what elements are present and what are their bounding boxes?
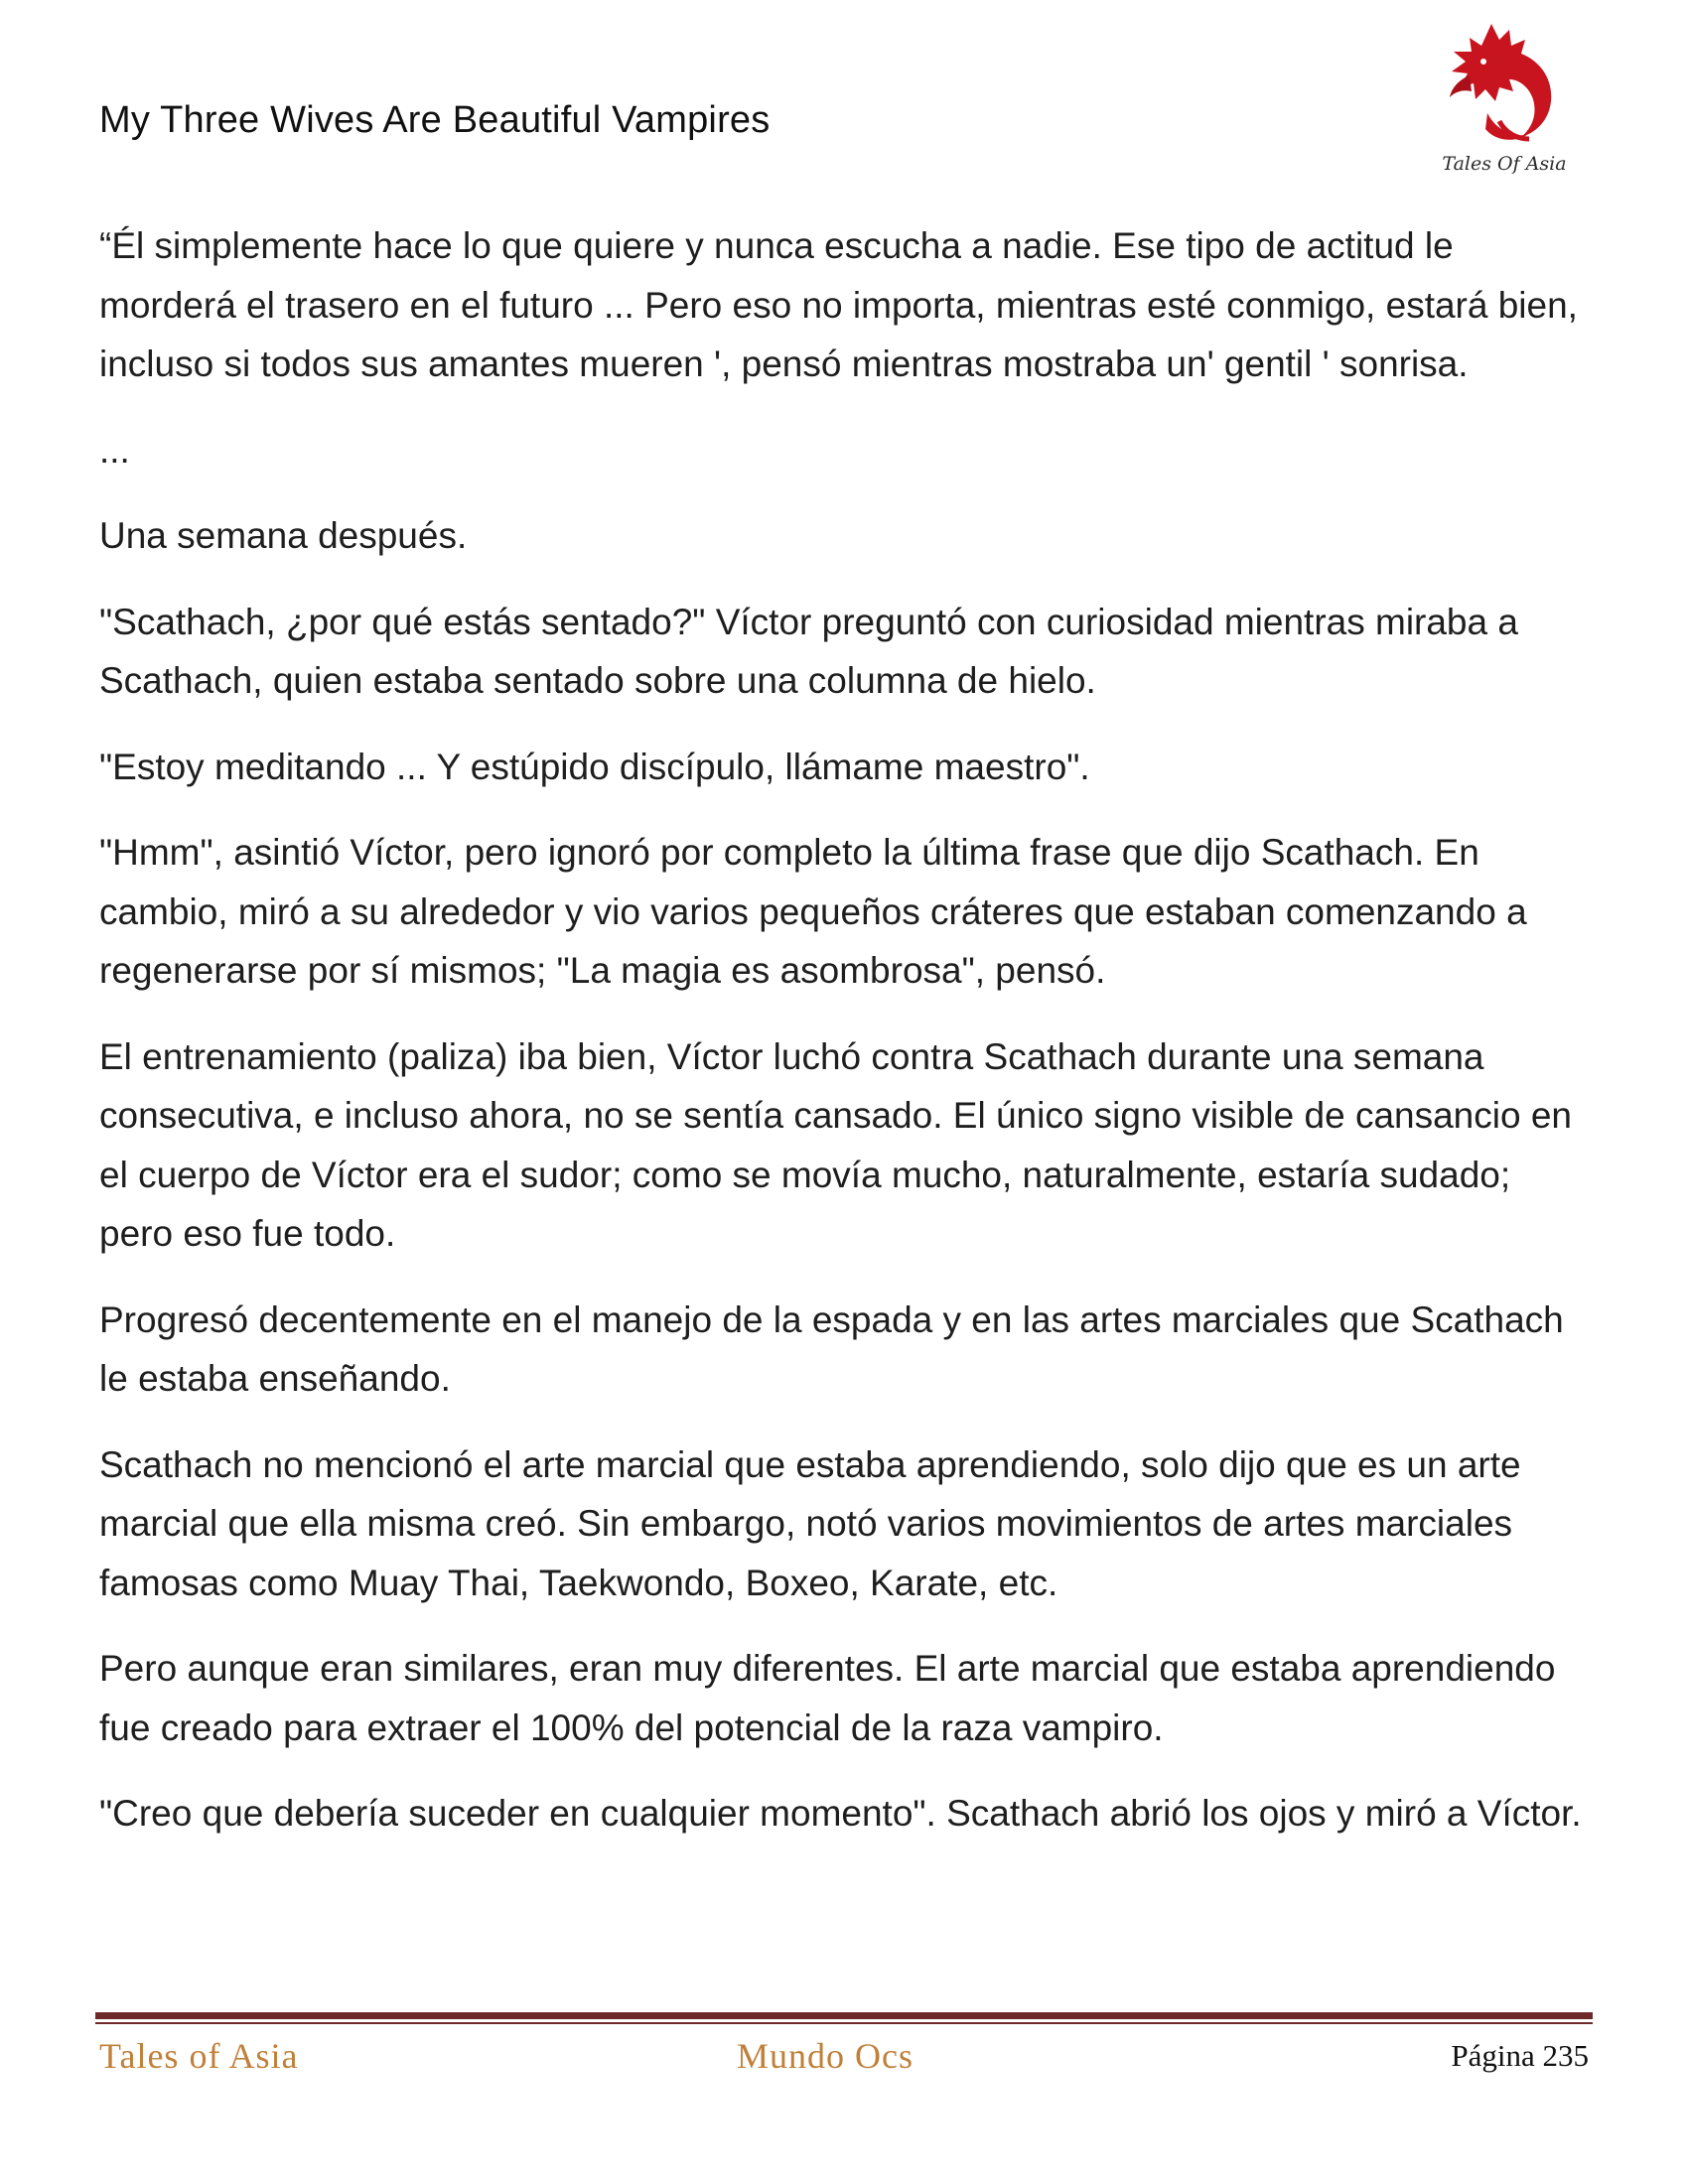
paragraph: Una semana después. (99, 515, 468, 556)
paragraph: “Él simplemente hace lo que quiere y nunca escucha a nadie. Ese tipo de actitud le morderá el trasero en el futuro ... Pero eso no importa, mientras esté conmigo, estará bien, incluso si todos sus amantes mueren ', pensó mientras mostraba un' gentil ' sonrisa. (99, 225, 1578, 384)
paragraph: "Hmm", asintió Víctor, pero ignoró por completo la última frase que dijo Scathach. En cambio, miró a su alrededor y vio varios pequeños cráteres que estaban comenzando a regenerarse por sí mismos; "La magia es asombrosa", pensó. (99, 832, 1527, 991)
paragraph: Progresó decentemente en el manejo de la espada y en las artes marciales que Scathach le estaba enseñando. (99, 1298, 1564, 1399)
paragraph: "Creo que debería suceder en cualquier momento". Scathach abrió los ojos y miró a Víctor. (99, 1793, 1582, 1834)
scene-break: ... (99, 429, 130, 471)
logo-text: Tales Of Asia (1442, 153, 1567, 175)
footer-rule (95, 2012, 1593, 2019)
footer-rule-thin (95, 2022, 1593, 2024)
chapter-body (99, 216, 1589, 1870)
footer-site: Mundo Ocs (737, 2036, 914, 2076)
tales-of-asia-logo (1430, 18, 1579, 185)
paragraph: Scathach no mencionó el arte marcial que estaba aprendiendo, solo dijo que es un arte marcial que ella misma creó. Sin embargo, notó varios movimientos de artes marciales famosas como Muay Thai, Taekwondo, Boxeo, Karate, etc. (99, 1443, 1521, 1603)
dragon-icon (1430, 18, 1579, 185)
paragraph: El entrenamiento (paliza) iba bien, Víctor luchó contra Scathach durante una semana consecutiva, e incluso ahora, no se sentía cansado. El único signo visible de cansancio en el cuerpo de Víctor era el sudor; como se movía mucho, naturalmente, estaría sudado; pero eso fue todo. (99, 1035, 1572, 1254)
footer-publisher: Tales of Asia (99, 2036, 299, 2076)
paragraph: "Scathach, ¿por qué estás sentado?" Víctor preguntó con curiosidad mientras miraba a Scathach, quien estaba sentado sobre una columna de hielo. (99, 601, 1518, 701)
book-title: My Three Wives Are Beautiful Vampires (99, 99, 771, 141)
paragraph: Pero aunque eran similares, eran muy diferentes. El arte marcial que estaba aprendiendo fue creado para extraer el 100% del potencial de la raza vampiro. (99, 1648, 1556, 1748)
paragraph: "Estoy meditando ... Y estúpido discípulo, llámame maestro". (99, 746, 1090, 787)
page-number: Página 235 (1451, 2038, 1589, 2073)
